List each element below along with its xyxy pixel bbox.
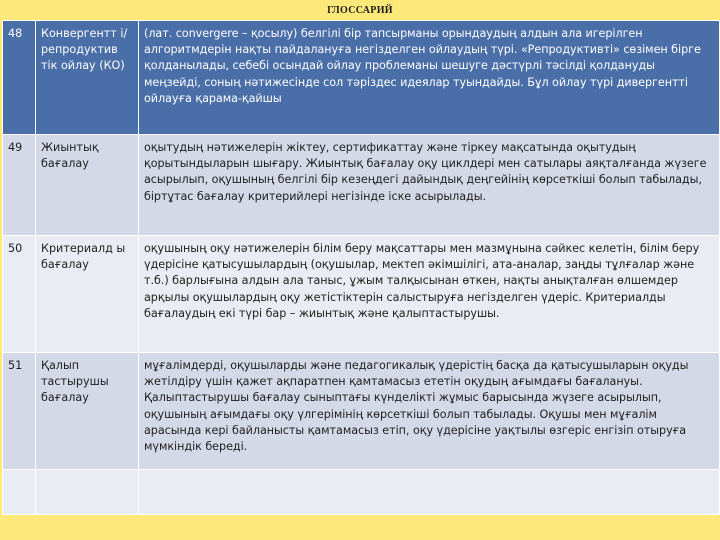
term-definition: оқытудың нәтижелерін жіктеу, сертификаттау және тіркеу мақсатында оқытудың қорытындыларын шығару. Жиынтық бағалау оқу циклдері мен сатылары аяқталғанда жүзеге асырылып, оқушының белгілі бір кезеңдегі дайындық деңгейінің көрсеткіші болып табылады, біртұтас бағалау критерийлері негізінде іске асырылады. <box>139 135 720 236</box>
term-name: Жиынтық бағалау <box>36 135 139 236</box>
table-row <box>3 236 720 353</box>
term-number: 50 <box>3 236 36 353</box>
empty-cell <box>139 470 720 515</box>
term-definition: оқушының оқу нәтижелерін білім беру мақсаттары мен мазмұнына сәйкес келетін, білім беру үдерісіне қатысушылардың (оқушылар, мектеп әкімшілігі, ата-аналар, заңды тұлғалар және т.б.) барлығына алдын ала таныс, ұжым талқысынан өткен, нақты анықталған өлшемдер арқылы оқушылардың оқу жетістіктерін салыстыруға негізделген үдеріс. Критериалды бағалаудың екі түрі бар – жиынтық және қалыптастырушы. <box>139 236 720 353</box>
term-number: 49 <box>3 135 36 236</box>
table-row-empty <box>3 470 720 515</box>
empty-cell <box>3 470 36 515</box>
term-definition: (лат. convergere – қосылу) белгілі бір тапсырманы орындаудың алдын ала игерілген алгоритмдерін нақты пайдалануға негізделген ойлаудың түрі. «Репродуктивті» сөзімен бірге қолданылады, себебі осындай ойлау проблеманы шешуге дәстүрлі тәсілді қолдануды меңзейді, соның нәтижесінде сол тәріздес идеялар туындайды. Бұл ойлау түрі дивергентті ойлауға қарама-қайшы <box>139 21 720 135</box>
term-number: 48 <box>3 21 36 135</box>
page-title: ГЛОССАРИЙ <box>327 5 393 16</box>
table-row <box>3 353 720 470</box>
term-name: Критериалд ы бағалау <box>36 236 139 353</box>
table-row <box>3 21 720 135</box>
glossary-table <box>2 20 720 515</box>
table-row <box>3 135 720 236</box>
term-definition: мұғалімдерді, оқушыларды және педагогикалық үдерістің басқа да қатысушыларын оқуды жетілдіру үшін қажет ақпаратпен қамтамасыз ететін оқудың ағымдағы бағалануы. Қалыптастырушы бағалау сыныптағы күнделікті жұмыс барысында жүзеге асырылып, оқушының ағымдағы оқу үлгерімінің көрсеткіші болып табылады. Оқушы мен мұғалім арасында кері байланысты қамтамасыз етіп, оқу үдерісіне уақтылы өзгеріс енгізіп отыруға мүмкіндік береді. <box>139 353 720 470</box>
term-name: Қалып тастырушы бағалау <box>36 353 139 470</box>
term-name: Конвергентт і/ репродуктив тік ойлау (КО) <box>36 21 139 135</box>
empty-cell <box>36 470 139 515</box>
term-number: 51 <box>3 353 36 470</box>
